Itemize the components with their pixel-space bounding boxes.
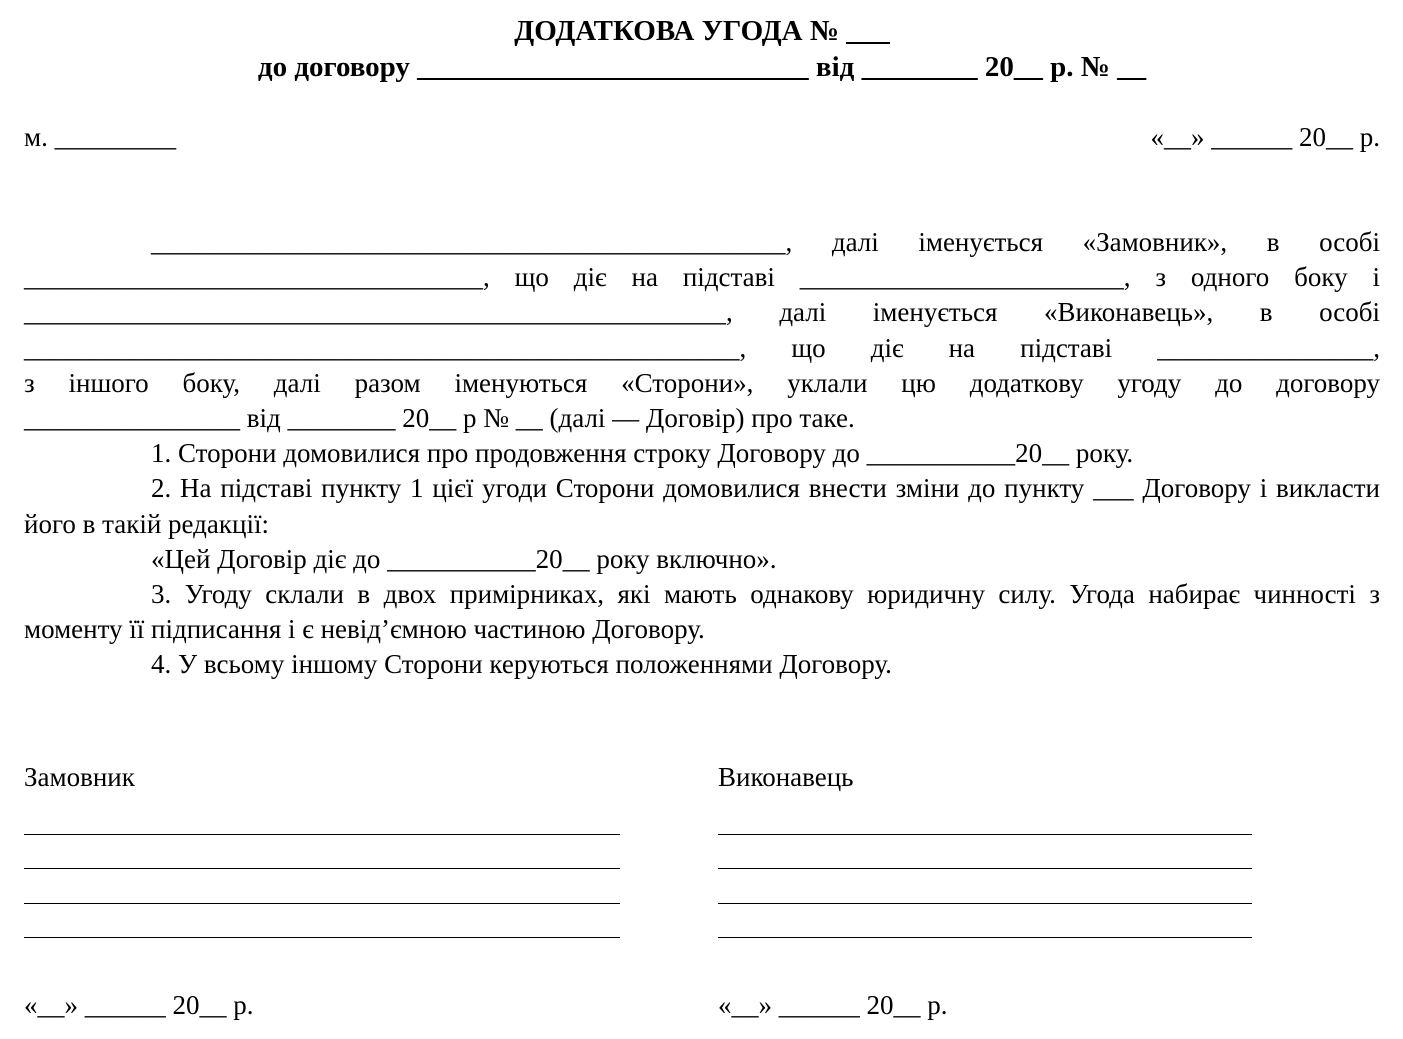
customer-title: Замовник bbox=[24, 762, 135, 792]
signature-line bbox=[718, 904, 1252, 939]
customer-signature-block bbox=[24, 760, 624, 1020]
document-subtitle: до договору ___________________________ від ________ 20__ р. № __ bbox=[257, 51, 1147, 83]
contractor-signature-block bbox=[718, 760, 1258, 1020]
date-field: «__» ______ 20__ р. bbox=[1150, 122, 1380, 152]
clause-2-quote: «Цей Договір діє до ___________20__ року включно». bbox=[151, 543, 777, 574]
customer-sign-date: «__» ______ 20__ р. bbox=[24, 990, 254, 1020]
clause-4: 4. У всьому іншому Сторони керуються положеннями Договору. bbox=[151, 649, 892, 680]
preamble-line: _____________________________________________________, що діє на підставі ________________, bbox=[24, 332, 1380, 363]
place-field: м. _________ bbox=[24, 122, 177, 152]
preamble-line: ________________ від ________ 20__ р № __ (далі — Договір) про таке. bbox=[24, 403, 855, 434]
document-page bbox=[24, 0, 1380, 1039]
preamble bbox=[24, 225, 1380, 436]
preamble-line: _______________________________________________, далі іменується «Замовник», в особі bbox=[151, 227, 1380, 257]
contractor-title: Виконавець bbox=[718, 762, 854, 792]
clause-3: 3. Угоду склали в двох примірниках, які мають однакову юридичну силу. Угода набирає чинності з моменту її підписання і є невід’ємною частиною Договору. bbox=[24, 579, 1380, 645]
signature-line bbox=[718, 800, 1252, 835]
signature-line bbox=[718, 835, 1252, 870]
contractor-sign-date: «__» ______ 20__ р. bbox=[718, 990, 948, 1020]
signature-line bbox=[718, 869, 1252, 904]
preamble-line: з іншого боку, далі разом іменуються «Сторони», уклали цю додаткову угоду до договору bbox=[24, 367, 1380, 398]
clause-2: 2. На підставі пункту 1 цієї угоди Сторони домовилися внести зміни до пункту ___ Договору і викласти його в такій редакції: bbox=[24, 473, 1380, 539]
preamble-line: __________________________________, що діє на підставі ________________________, з одного боку і bbox=[24, 262, 1380, 293]
signature-line bbox=[24, 904, 620, 939]
document-title: ДОДАТКОВА УГОДА № ___ bbox=[514, 15, 890, 47]
signature-line bbox=[24, 800, 620, 835]
clause-1: 1. Сторони домовилися про продовження строку Договору до ___________20__ року. bbox=[151, 438, 1134, 469]
preamble-line: ____________________________________________________, далі іменується «Виконавець», в особі bbox=[24, 297, 1380, 328]
signature-line bbox=[24, 835, 620, 870]
signature-line bbox=[24, 869, 620, 904]
agreement-body bbox=[24, 225, 1380, 683]
